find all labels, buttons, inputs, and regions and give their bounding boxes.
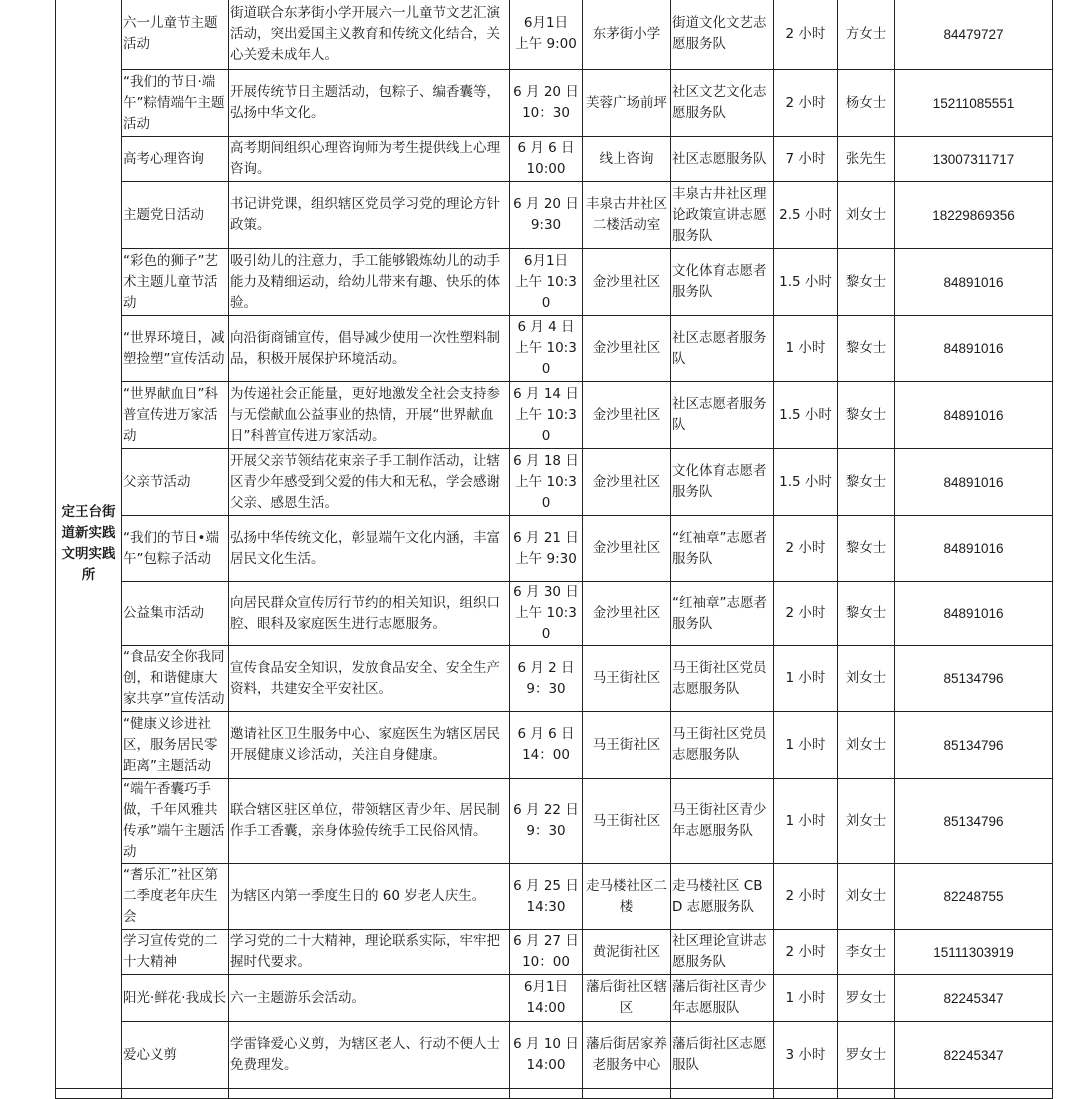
contact-phone: 18229869356 (895, 182, 1053, 249)
table-row (56, 70, 1053, 137)
activity-content: 联合辖区驻区单位，带领辖区青少年、居民制作手工香囊，亲身体验传统手工民俗风情。 (229, 779, 510, 864)
empty-cell (583, 1089, 671, 1099)
volunteer-team: 马王街社区青少年志愿服务队 (671, 779, 774, 864)
activity-duration: 2 小时 (774, 582, 838, 646)
empty-cell (229, 1089, 510, 1099)
contact-phone: 82245347 (895, 975, 1053, 1022)
activity-name: 学习宣传党的二十大精神 (122, 930, 229, 975)
contact-phone: 84891016 (895, 516, 1053, 582)
table-row-partial (56, 1089, 1053, 1099)
table-row (56, 249, 1053, 316)
activity-time: 6 月 30 日 上午 10:30 (510, 582, 583, 646)
table-row (56, 449, 1053, 516)
activity-name: “耆乐汇”社区第二季度老年庆生会 (122, 864, 229, 930)
activity-place: 芙蓉广场前坪 (583, 70, 671, 137)
empty-cell (774, 1089, 838, 1099)
activity-schedule-table (55, 0, 1053, 1099)
activity-content: 街道联合东茅街小学开展六一儿童节文艺汇演活动，突出爱国主义教育和传统文化结合，关心关爱未成年人。 (229, 0, 510, 70)
activity-place: 东茅街小学 (583, 0, 671, 70)
volunteer-team: “红袖章”志愿者服务队 (671, 516, 774, 582)
activity-time: 6月1日 14:00 (510, 975, 583, 1022)
activity-content: 为传递社会正能量，更好地激发全社会支持参与无偿献血公益事业的热情，开展“世界献血日”科普宣传进万家活动。 (229, 382, 510, 449)
activity-name: “彩色的狮子”艺术主题儿童节活动 (122, 249, 229, 316)
contact-person: 刘女士 (838, 779, 895, 864)
volunteer-team: 文化体育志愿者服务队 (671, 449, 774, 516)
activity-content: 高考期间组织心理咨询师为考生提供线上心理咨询。 (229, 137, 510, 182)
activity-content: 弘扬中华传统文化，彰显端午文化内涵，丰富居民文化生活。 (229, 516, 510, 582)
volunteer-team: 丰泉古井社区理论政策宣讲志愿服务队 (671, 182, 774, 249)
activity-content: 吸引幼儿的注意力，手工能够锻炼幼儿的动手能力及精细运动，给幼儿带来有趣、快乐的体验。 (229, 249, 510, 316)
volunteer-team: “红袖章”志愿者服务队 (671, 582, 774, 646)
empty-cell (122, 1089, 229, 1099)
volunteer-team: 社区文艺文化志愿服务队 (671, 70, 774, 137)
activity-name: “我们的节日·端午”粽情端午主题活动 (122, 70, 229, 137)
activity-place: 金沙里社区 (583, 582, 671, 646)
activity-duration: 2 小时 (774, 930, 838, 975)
activity-content: 开展父亲节领结花束亲子手工制作活动，让辖区青少年感受到父爱的伟大和无私，学会感谢父亲、感恩生活。 (229, 449, 510, 516)
activity-place: 丰泉古井社区二楼活动室 (583, 182, 671, 249)
empty-cell (895, 1089, 1053, 1099)
activity-duration: 1 小时 (774, 975, 838, 1022)
activity-time: 6 月 10 日 14:00 (510, 1022, 583, 1089)
volunteer-team: 街道文化文艺志愿服务队 (671, 0, 774, 70)
activity-content: 宣传食品安全知识，发放食品安全、安全生产资料，共建安全平安社区。 (229, 646, 510, 712)
activity-name: 六一儿童节主题活动 (122, 0, 229, 70)
activity-content: 开展传统节日主题活动，包粽子、编香囊等，弘扬中华文化。 (229, 70, 510, 137)
volunteer-team: 社区理论宣讲志愿服务队 (671, 930, 774, 975)
activity-content: 六一主题游乐会活动。 (229, 975, 510, 1022)
contact-phone: 84891016 (895, 582, 1053, 646)
volunteer-team: 文化体育志愿者服务队 (671, 249, 774, 316)
activity-duration: 1.5 小时 (774, 382, 838, 449)
activity-time: 6 月 4 日 上午 10:30 (510, 316, 583, 382)
activity-time: 6 月 21 日 上午 9:30 (510, 516, 583, 582)
table-row (56, 864, 1053, 930)
activity-duration: 7 小时 (774, 137, 838, 182)
activity-place: 金沙里社区 (583, 516, 671, 582)
activity-time: 6 月 2 日 9：30 (510, 646, 583, 712)
table-row (56, 516, 1053, 582)
contact-person: 黎女士 (838, 582, 895, 646)
contact-person: 刘女士 (838, 712, 895, 779)
table-row (56, 582, 1053, 646)
activity-name: 主题党日活动 (122, 182, 229, 249)
table-row (56, 382, 1053, 449)
contact-person: 罗女士 (838, 1022, 895, 1089)
activity-name: 高考心理咨询 (122, 137, 229, 182)
activity-duration: 2.5 小时 (774, 182, 838, 249)
activity-name: “世界环境日，减塑捡塑”宣传活动 (122, 316, 229, 382)
table-row (56, 779, 1053, 864)
contact-person: 黎女士 (838, 449, 895, 516)
activity-time: 6 月 22 日 9：30 (510, 779, 583, 864)
activity-duration: 1.5 小时 (774, 249, 838, 316)
table-row (56, 137, 1053, 182)
contact-person: 李女士 (838, 930, 895, 975)
activity-place: 马王街社区 (583, 779, 671, 864)
activity-place: 马王街社区 (583, 646, 671, 712)
contact-person: 杨女士 (838, 70, 895, 137)
activity-duration: 1 小时 (774, 779, 838, 864)
activity-content: 学习党的二十大精神，理论联系实际，牢牢把握时代要求。 (229, 930, 510, 975)
contact-person: 黎女士 (838, 382, 895, 449)
volunteer-team: 藩后街社区青少年志愿服队 (671, 975, 774, 1022)
activity-time: 6 月 18 日 上午 10:30 (510, 449, 583, 516)
table-body (56, 0, 1053, 1099)
activity-place: 走马楼社区二楼 (583, 864, 671, 930)
activity-duration: 2 小时 (774, 516, 838, 582)
contact-person: 刘女士 (838, 864, 895, 930)
contact-phone: 85134796 (895, 646, 1053, 712)
empty-cell (671, 1089, 774, 1099)
activity-place: 藩后街居家养老服务中心 (583, 1022, 671, 1089)
contact-phone: 13007311717 (895, 137, 1053, 182)
contact-phone: 84891016 (895, 382, 1053, 449)
contact-phone: 84891016 (895, 249, 1053, 316)
volunteer-team: 马王街社区党员志愿服务队 (671, 646, 774, 712)
contact-phone: 84891016 (895, 316, 1053, 382)
activity-duration: 2 小时 (774, 70, 838, 137)
contact-phone: 84891016 (895, 449, 1053, 516)
contact-phone: 15211085551 (895, 70, 1053, 137)
table-row (56, 975, 1053, 1022)
activity-name: 父亲节活动 (122, 449, 229, 516)
activity-duration: 1 小时 (774, 316, 838, 382)
activity-time: 6 月 6 日 10:00 (510, 137, 583, 182)
volunteer-team: 马王街社区党员志愿服务队 (671, 712, 774, 779)
activity-place: 黄泥街社区 (583, 930, 671, 975)
activity-time: 6 月 14 日 上午 10:30 (510, 382, 583, 449)
activity-place: 金沙里社区 (583, 449, 671, 516)
activity-place: 马王街社区 (583, 712, 671, 779)
empty-cell (56, 1089, 122, 1099)
volunteer-team: 走马楼社区 CBD 志愿服务队 (671, 864, 774, 930)
table-row (56, 316, 1053, 382)
activity-name: “世界献血日”科普宣传进万家活动 (122, 382, 229, 449)
activity-content: 为辖区内第一季度生日的 60 岁老人庆生。 (229, 864, 510, 930)
volunteer-team: 社区志愿者服务队 (671, 316, 774, 382)
table-row (56, 930, 1053, 975)
contact-person: 黎女士 (838, 316, 895, 382)
activity-name: “我们的节日•端午”包粽子活动 (122, 516, 229, 582)
empty-cell (510, 1089, 583, 1099)
activity-name: “食品安全你我同创，和谐健康大家共享”宣传活动 (122, 646, 229, 712)
empty-cell (838, 1089, 895, 1099)
activity-duration: 1 小时 (774, 646, 838, 712)
activity-duration: 3 小时 (774, 1022, 838, 1089)
activity-duration: 2 小时 (774, 0, 838, 70)
activity-time: 6 月 6 日 14：00 (510, 712, 583, 779)
activity-time: 6 月 25 日 14:30 (510, 864, 583, 930)
table-row (56, 712, 1053, 779)
activity-duration: 1.5 小时 (774, 449, 838, 516)
table-row (56, 0, 1053, 70)
activity-time: 6 月 20 日 9:30 (510, 182, 583, 249)
contact-phone: 85134796 (895, 779, 1053, 864)
activity-place: 金沙里社区 (583, 249, 671, 316)
activity-time: 6月1日 上午 10:30 (510, 249, 583, 316)
contact-phone: 85134796 (895, 712, 1053, 779)
activity-duration: 1 小时 (774, 712, 838, 779)
contact-person: 黎女士 (838, 516, 895, 582)
table-row (56, 646, 1053, 712)
activity-content: 向居民群众宣传厉行节约的相关知识，组织口腔、眼科及家庭医生进行志愿服务。 (229, 582, 510, 646)
activity-place: 金沙里社区 (583, 316, 671, 382)
activity-name: “健康义诊进社区，服务居民零距离”主题活动 (122, 712, 229, 779)
activity-duration: 2 小时 (774, 864, 838, 930)
activity-content: 书记讲党课，组织辖区党员学习党的理论方针政策。 (229, 182, 510, 249)
table-row (56, 182, 1053, 249)
contact-person: 方女士 (838, 0, 895, 70)
contact-person: 罗女士 (838, 975, 895, 1022)
activity-content: 学雷锋爱心义剪，为辖区老人、行动不便人士免费理发。 (229, 1022, 510, 1089)
contact-phone: 82248755 (895, 864, 1053, 930)
activity-content: 向沿街商铺宣传，倡导减少使用一次性塑料制品，积极开展保护环境活动。 (229, 316, 510, 382)
contact-person: 黎女士 (838, 249, 895, 316)
activity-time: 6 月 27 日 10：00 (510, 930, 583, 975)
contact-phone: 82245347 (895, 1022, 1053, 1089)
contact-person: 刘女士 (838, 646, 895, 712)
activity-place: 线上咨询 (583, 137, 671, 182)
activity-place: 藩后街社区辖区 (583, 975, 671, 1022)
contact-person: 张先生 (838, 137, 895, 182)
contact-person: 刘女士 (838, 182, 895, 249)
activity-name: 阳光·鲜花·我成长 (122, 975, 229, 1022)
activity-name: “端午香囊巧手做，千年风雅共传承”端午主题活动 (122, 779, 229, 864)
contact-phone: 15111303919 (895, 930, 1053, 975)
contact-phone: 84479727 (895, 0, 1053, 70)
volunteer-team: 社区志愿者服务队 (671, 382, 774, 449)
organizer-cell: 定王台街道新实践文明实践所 (56, 0, 122, 1089)
volunteer-team: 藩后街社区志愿服队 (671, 1022, 774, 1089)
table-row (56, 1022, 1053, 1089)
activity-place: 金沙里社区 (583, 382, 671, 449)
activity-content: 邀请社区卫生服务中心、家庭医生为辖区居民开展健康义诊活动，关注自身健康。 (229, 712, 510, 779)
activity-name: 爱心义剪 (122, 1022, 229, 1089)
activity-time: 6月1日 上午 9:00 (510, 0, 583, 70)
volunteer-team: 社区志愿服务队 (671, 137, 774, 182)
activity-name: 公益集市活动 (122, 582, 229, 646)
activity-time: 6 月 20 日 10：30 (510, 70, 583, 137)
